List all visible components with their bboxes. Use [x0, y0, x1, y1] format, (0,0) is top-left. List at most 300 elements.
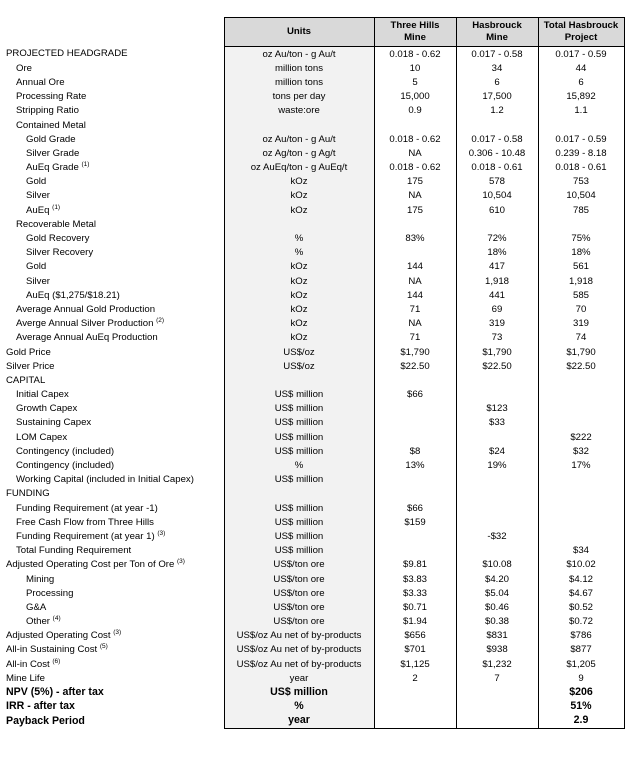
total-value: 0.018 - 0.61: [538, 161, 624, 175]
footnote-marker: (4): [52, 614, 61, 622]
row-label: [3, 359, 224, 373]
three-hills-value: $9.81: [374, 558, 456, 572]
row-label: [3, 118, 224, 132]
three-hills-value: $656: [374, 629, 456, 643]
three-hills-value: 0.018 - 0.62: [374, 161, 456, 175]
table-row: [3, 161, 624, 175]
three-hills-value: [374, 700, 456, 714]
three-hills-value: [374, 217, 456, 231]
table-row: [3, 402, 624, 416]
total-value: $4.67: [538, 586, 624, 600]
table-row: [3, 90, 624, 104]
footnote-marker: (5): [99, 643, 108, 651]
total-value: 561: [538, 260, 624, 274]
row-label: [3, 643, 224, 657]
row-label-text: Silver Recovery: [26, 247, 94, 259]
row-units: US$/oz Au net of by-products: [224, 629, 374, 643]
total-value: 10,504: [538, 189, 624, 203]
total-value: 785: [538, 203, 624, 217]
row-label: [3, 529, 224, 543]
row-label-text: Processing Rate: [16, 91, 87, 103]
total-value: [538, 118, 624, 132]
three-hills-value: 175: [374, 175, 456, 189]
row-label: [3, 402, 224, 416]
row-units: %: [224, 458, 374, 472]
hasbrouck-value: 0.306 - 10.48: [456, 146, 538, 160]
hasbrouck-value: -$32: [456, 529, 538, 543]
row-label-text: IRR - after tax: [6, 700, 75, 713]
row-label-text: Payback Period: [6, 714, 85, 727]
row-label: [3, 132, 224, 146]
hasbrouck-value: 319: [456, 317, 538, 331]
total-value: 18%: [538, 246, 624, 260]
row-label-text: Silver: [26, 275, 50, 287]
total-value: [538, 487, 624, 501]
hasbrouck-value: $5.04: [456, 586, 538, 600]
hasbrouck-value: 72%: [456, 231, 538, 245]
row-label-text: Averge Annual Silver Production: [16, 318, 154, 330]
table-row: [3, 359, 624, 373]
hasbrouck-value: 1.2: [456, 104, 538, 118]
row-label-text: All-in Cost: [6, 658, 50, 670]
row-units: kOz: [224, 317, 374, 331]
row-label: [3, 217, 224, 231]
row-label-text: LOM Capex: [16, 431, 68, 443]
hasbrouck-value: [456, 700, 538, 714]
row-label: [3, 515, 224, 529]
hasbrouck-value: [456, 430, 538, 444]
total-value: [538, 402, 624, 416]
table-row: [3, 175, 624, 189]
table-row: [3, 458, 624, 472]
hasbrouck-value: [456, 388, 538, 402]
table-row: [3, 373, 624, 387]
table-row: [3, 104, 624, 118]
hasbrouck-value: $4.20: [456, 572, 538, 586]
total-value: $0.72: [538, 615, 624, 629]
row-label: [3, 501, 224, 515]
row-units: US$/ton ore: [224, 600, 374, 614]
row-label-text: Adjusted Operating Cost per Ton of Ore: [6, 559, 175, 571]
row-label-text: Adjusted Operating Cost: [6, 630, 111, 642]
table-row: [3, 146, 624, 160]
table-row: [3, 217, 624, 231]
three-hills-value: [374, 402, 456, 416]
total-value: $10.02: [538, 558, 624, 572]
three-hills-value: 13%: [374, 458, 456, 472]
row-label: [3, 671, 224, 685]
row-label: [3, 302, 224, 316]
table-row: [3, 501, 624, 515]
total-value: [538, 515, 624, 529]
row-label-text: Initial Capex: [16, 389, 69, 401]
row-label: [3, 345, 224, 359]
table-row: [3, 274, 624, 288]
total-value: $222: [538, 430, 624, 444]
row-label: [3, 175, 224, 189]
row-label-text: AuEq: [26, 204, 50, 216]
three-hills-value: 0.018 - 0.62: [374, 132, 456, 146]
hasbrouck-value: [456, 473, 538, 487]
row-label-text: AuEq ($1,275/$18.21): [26, 289, 120, 301]
row-label: [3, 146, 224, 160]
hasbrouck-value: $123: [456, 402, 538, 416]
row-label: [3, 75, 224, 89]
total-value: $34: [538, 544, 624, 558]
hasbrouck-value: [456, 487, 538, 501]
table-row: [3, 345, 624, 359]
table-row: [3, 671, 624, 685]
three-hills-value: [374, 529, 456, 543]
three-hills-value: 71: [374, 331, 456, 345]
row-label: [3, 288, 224, 302]
row-label: [3, 444, 224, 458]
row-label-text: Free Cash Flow from Three Hills: [16, 516, 154, 528]
row-label-text: FUNDING: [6, 488, 50, 500]
table-row: [3, 473, 624, 487]
row-label-text: Annual Ore: [16, 76, 65, 88]
table-row: [3, 317, 624, 331]
total-value: [538, 373, 624, 387]
three-hills-value: 71: [374, 302, 456, 316]
hasbrouck-value: 18%: [456, 246, 538, 260]
row-units: kOz: [224, 175, 374, 189]
three-hills-value: $701: [374, 643, 456, 657]
hasbrouck-value: [456, 118, 538, 132]
total-value: 1,918: [538, 274, 624, 288]
row-label: [3, 331, 224, 345]
table-row: [3, 388, 624, 402]
header-total: [538, 18, 624, 47]
total-value: 0.239 - 8.18: [538, 146, 624, 160]
table-row: [3, 700, 624, 714]
table-row: [3, 529, 624, 543]
row-label: [3, 600, 224, 614]
row-label: [3, 47, 224, 62]
three-hills-value: [374, 373, 456, 387]
row-units: US$ million: [224, 473, 374, 487]
three-hills-value: $66: [374, 501, 456, 515]
row-label-text: Gold Recovery: [26, 233, 90, 245]
table-row: [3, 600, 624, 614]
table-row: [3, 288, 624, 302]
hasbrouck-value: 69: [456, 302, 538, 316]
row-label-text: Total Funding Requirement: [16, 545, 132, 557]
row-label: [3, 246, 224, 260]
row-units: US$ million: [224, 685, 374, 699]
three-hills-value: 10: [374, 61, 456, 75]
three-hills-value: 144: [374, 288, 456, 302]
row-label-text: Gold: [26, 261, 47, 273]
row-label: [3, 544, 224, 558]
total-value: 15,892: [538, 90, 624, 104]
hasbrouck-value: 17,500: [456, 90, 538, 104]
row-units: kOz: [224, 274, 374, 288]
footnote-marker: (3): [113, 629, 122, 637]
row-label: [3, 458, 224, 472]
table-row: [3, 487, 624, 501]
hasbrouck-value: $22.50: [456, 359, 538, 373]
row-units: [224, 217, 374, 231]
three-hills-value: $1.94: [374, 615, 456, 629]
row-label-text: Processing: [26, 587, 74, 599]
total-value: [538, 217, 624, 231]
row-units: million tons: [224, 75, 374, 89]
hasbrouck-value: $24: [456, 444, 538, 458]
three-hills-value: 83%: [374, 231, 456, 245]
header-blank-cell: [3, 18, 224, 47]
row-units: US$/ton ore: [224, 586, 374, 600]
hasbrouck-value: $831: [456, 629, 538, 643]
total-value: 17%: [538, 458, 624, 472]
three-hills-value: NA: [374, 317, 456, 331]
three-hills-value: $0.71: [374, 600, 456, 614]
three-hills-value: 15,000: [374, 90, 456, 104]
table-row: [3, 657, 624, 671]
three-hills-value: [374, 118, 456, 132]
hasbrouck-value: $33: [456, 416, 538, 430]
hasbrouck-value: 0.017 - 0.58: [456, 132, 538, 146]
hasbrouck-value: [456, 373, 538, 387]
hasbrouck-value: $938: [456, 643, 538, 657]
row-label-text: Growth Capex: [16, 403, 78, 415]
total-value: 1.1: [538, 104, 624, 118]
hasbrouck-value: $10.08: [456, 558, 538, 572]
total-value: $32: [538, 444, 624, 458]
total-value: 9: [538, 671, 624, 685]
footnote-marker: (1): [52, 203, 61, 211]
total-value: $22.50: [538, 359, 624, 373]
row-units: kOz: [224, 189, 374, 203]
three-hills-value: NA: [374, 274, 456, 288]
row-units: million tons: [224, 61, 374, 75]
table-row: [3, 118, 624, 132]
table-row: [3, 302, 624, 316]
total-value: 2.9: [538, 714, 624, 729]
header-three-hills: [374, 18, 456, 47]
row-label-text: NPV (5%) - after tax: [6, 686, 104, 699]
total-value: [538, 501, 624, 515]
hasbrouck-value: 7: [456, 671, 538, 685]
row-units: kOz: [224, 288, 374, 302]
table-row: [3, 586, 624, 600]
total-value: $786: [538, 629, 624, 643]
row-label: [3, 487, 224, 501]
row-units: US$/oz Au net of by-products: [224, 657, 374, 671]
row-units: US$ million: [224, 515, 374, 529]
total-value: 319: [538, 317, 624, 331]
row-label: [3, 714, 224, 729]
row-label: [3, 388, 224, 402]
total-value: 70: [538, 302, 624, 316]
hasbrouck-value: 34: [456, 61, 538, 75]
row-label-text: Sustaining Capex: [16, 417, 92, 429]
row-label: [3, 586, 224, 600]
header-row: [3, 18, 624, 47]
row-label-text: Recoverable Metal: [16, 218, 96, 230]
row-units: kOz: [224, 260, 374, 274]
header-hasbrouck-line2: Mine: [486, 32, 508, 43]
row-label: [3, 473, 224, 487]
total-value: 0.017 - 0.59: [538, 132, 624, 146]
row-units: year: [224, 714, 374, 729]
row-units: US$/oz: [224, 359, 374, 373]
row-label-text: Ore: [16, 62, 32, 74]
three-hills-value: NA: [374, 189, 456, 203]
total-value: 51%: [538, 700, 624, 714]
hasbrouck-value: 578: [456, 175, 538, 189]
row-label-text: Mine Life: [6, 672, 45, 684]
row-label-text: Other: [26, 616, 50, 628]
row-units: year: [224, 671, 374, 685]
row-label-text: Gold Price: [6, 346, 51, 358]
row-label: [3, 685, 224, 699]
total-value: [538, 388, 624, 402]
total-value: $1,790: [538, 345, 624, 359]
hasbrouck-value: 417: [456, 260, 538, 274]
row-units: [224, 487, 374, 501]
table-row: [3, 714, 624, 729]
row-units: US$ million: [224, 388, 374, 402]
three-hills-value: 5: [374, 75, 456, 89]
table-body: [3, 47, 624, 729]
three-hills-value: [374, 473, 456, 487]
row-label-text: Gold: [26, 176, 47, 188]
row-units: US$/oz Au net of by-products: [224, 643, 374, 657]
table-row: [3, 132, 624, 146]
row-units: oz Ag/ton - g Ag/t: [224, 146, 374, 160]
three-hills-value: 0.9: [374, 104, 456, 118]
total-value: $4.12: [538, 572, 624, 586]
row-label-text: Funding Requirement (at year -1): [16, 502, 158, 514]
total-value: 74: [538, 331, 624, 345]
three-hills-value: NA: [374, 146, 456, 160]
row-label: [3, 657, 224, 671]
table-row: [3, 47, 624, 62]
row-label: [3, 700, 224, 714]
row-units: %: [224, 700, 374, 714]
row-label-text: Contingency (included): [16, 445, 115, 457]
row-units: US$ million: [224, 416, 374, 430]
row-units: US$ million: [224, 444, 374, 458]
row-label: [3, 189, 224, 203]
row-label-text: Silver Grade: [26, 147, 80, 159]
total-value: [538, 473, 624, 487]
hasbrouck-value: [456, 501, 538, 515]
row-units: US$ million: [224, 529, 374, 543]
three-hills-value: [374, 714, 456, 729]
hasbrouck-value: 610: [456, 203, 538, 217]
row-label: [3, 203, 224, 217]
header-total-line2: Project: [564, 32, 598, 43]
three-hills-value: 2: [374, 671, 456, 685]
footnote-marker: (3): [177, 558, 185, 566]
table-row: [3, 558, 624, 572]
three-hills-value: 175: [374, 203, 456, 217]
hasbrouck-value: $0.38: [456, 615, 538, 629]
hasbrouck-value: 441: [456, 288, 538, 302]
footnote-marker: (6): [52, 657, 61, 665]
three-hills-value: [374, 416, 456, 430]
row-label-text: All-in Sustaining Cost: [6, 644, 98, 656]
row-units: oz Au/ton - g Au/t: [224, 132, 374, 146]
row-units: kOz: [224, 331, 374, 345]
three-hills-value: [374, 685, 456, 699]
row-label: [3, 274, 224, 288]
table-row: [3, 643, 624, 657]
table-row: [3, 260, 624, 274]
row-units: US$ million: [224, 544, 374, 558]
row-units: US$ million: [224, 501, 374, 515]
hasbrouck-value: 73: [456, 331, 538, 345]
total-value: 0.017 - 0.59: [538, 47, 624, 62]
row-label: [3, 317, 224, 331]
row-units: [224, 118, 374, 132]
three-hills-value: [374, 246, 456, 260]
row-units: %: [224, 246, 374, 260]
row-units: oz AuEq/ton - g AuEq/t: [224, 161, 374, 175]
three-hills-value: 0.018 - 0.62: [374, 47, 456, 62]
row-label: [3, 430, 224, 444]
three-hills-value: [374, 544, 456, 558]
row-units: %: [224, 231, 374, 245]
row-label-text: Contained Metal: [16, 119, 86, 131]
three-hills-value: $1,125: [374, 657, 456, 671]
table-row: [3, 331, 624, 345]
total-value: 585: [538, 288, 624, 302]
hasbrouck-value: 1,918: [456, 274, 538, 288]
header-three-hills-line2: Mine: [404, 32, 426, 43]
total-value: 44: [538, 61, 624, 75]
header-three-hills-line1: Three Hills: [390, 20, 440, 31]
row-label-text: Gold Grade: [26, 133, 76, 145]
row-label: [3, 629, 224, 643]
row-units: waste:ore: [224, 104, 374, 118]
row-units: US$ million: [224, 430, 374, 444]
hasbrouck-value: [456, 685, 538, 699]
hasbrouck-value: $1,232: [456, 657, 538, 671]
hasbrouck-value: [456, 217, 538, 231]
row-label-text: Silver Price: [6, 360, 55, 372]
table-row: [3, 203, 624, 217]
table-row: [3, 444, 624, 458]
footnote-marker: (2): [156, 316, 165, 324]
total-value: 75%: [538, 231, 624, 245]
header-hasbrouck-line1: Hasbrouck: [472, 20, 522, 31]
row-units: [224, 373, 374, 387]
row-label-text: G&A: [26, 601, 47, 613]
hasbrouck-value: 0.017 - 0.58: [456, 47, 538, 62]
row-label-text: AuEq Grade: [26, 162, 79, 174]
hasbrouck-value: 0.018 - 0.61: [456, 161, 538, 175]
row-units: US$/ton ore: [224, 558, 374, 572]
row-label: [3, 416, 224, 430]
table-row: [3, 572, 624, 586]
total-value: 6: [538, 75, 624, 89]
row-label: [3, 104, 224, 118]
table-row: [3, 544, 624, 558]
hasbrouck-value: $0.46: [456, 600, 538, 614]
table-row: [3, 61, 624, 75]
row-label: [3, 161, 224, 175]
row-units: US$/oz: [224, 345, 374, 359]
total-value: $206: [538, 685, 624, 699]
row-label-text: Average Annual Gold Production: [16, 303, 156, 315]
total-value: 753: [538, 175, 624, 189]
row-units: kOz: [224, 302, 374, 316]
row-label-text: Funding Requirement (at year 1): [16, 530, 155, 542]
row-label-text: Working Capital (included in Initial Capex): [16, 474, 194, 486]
